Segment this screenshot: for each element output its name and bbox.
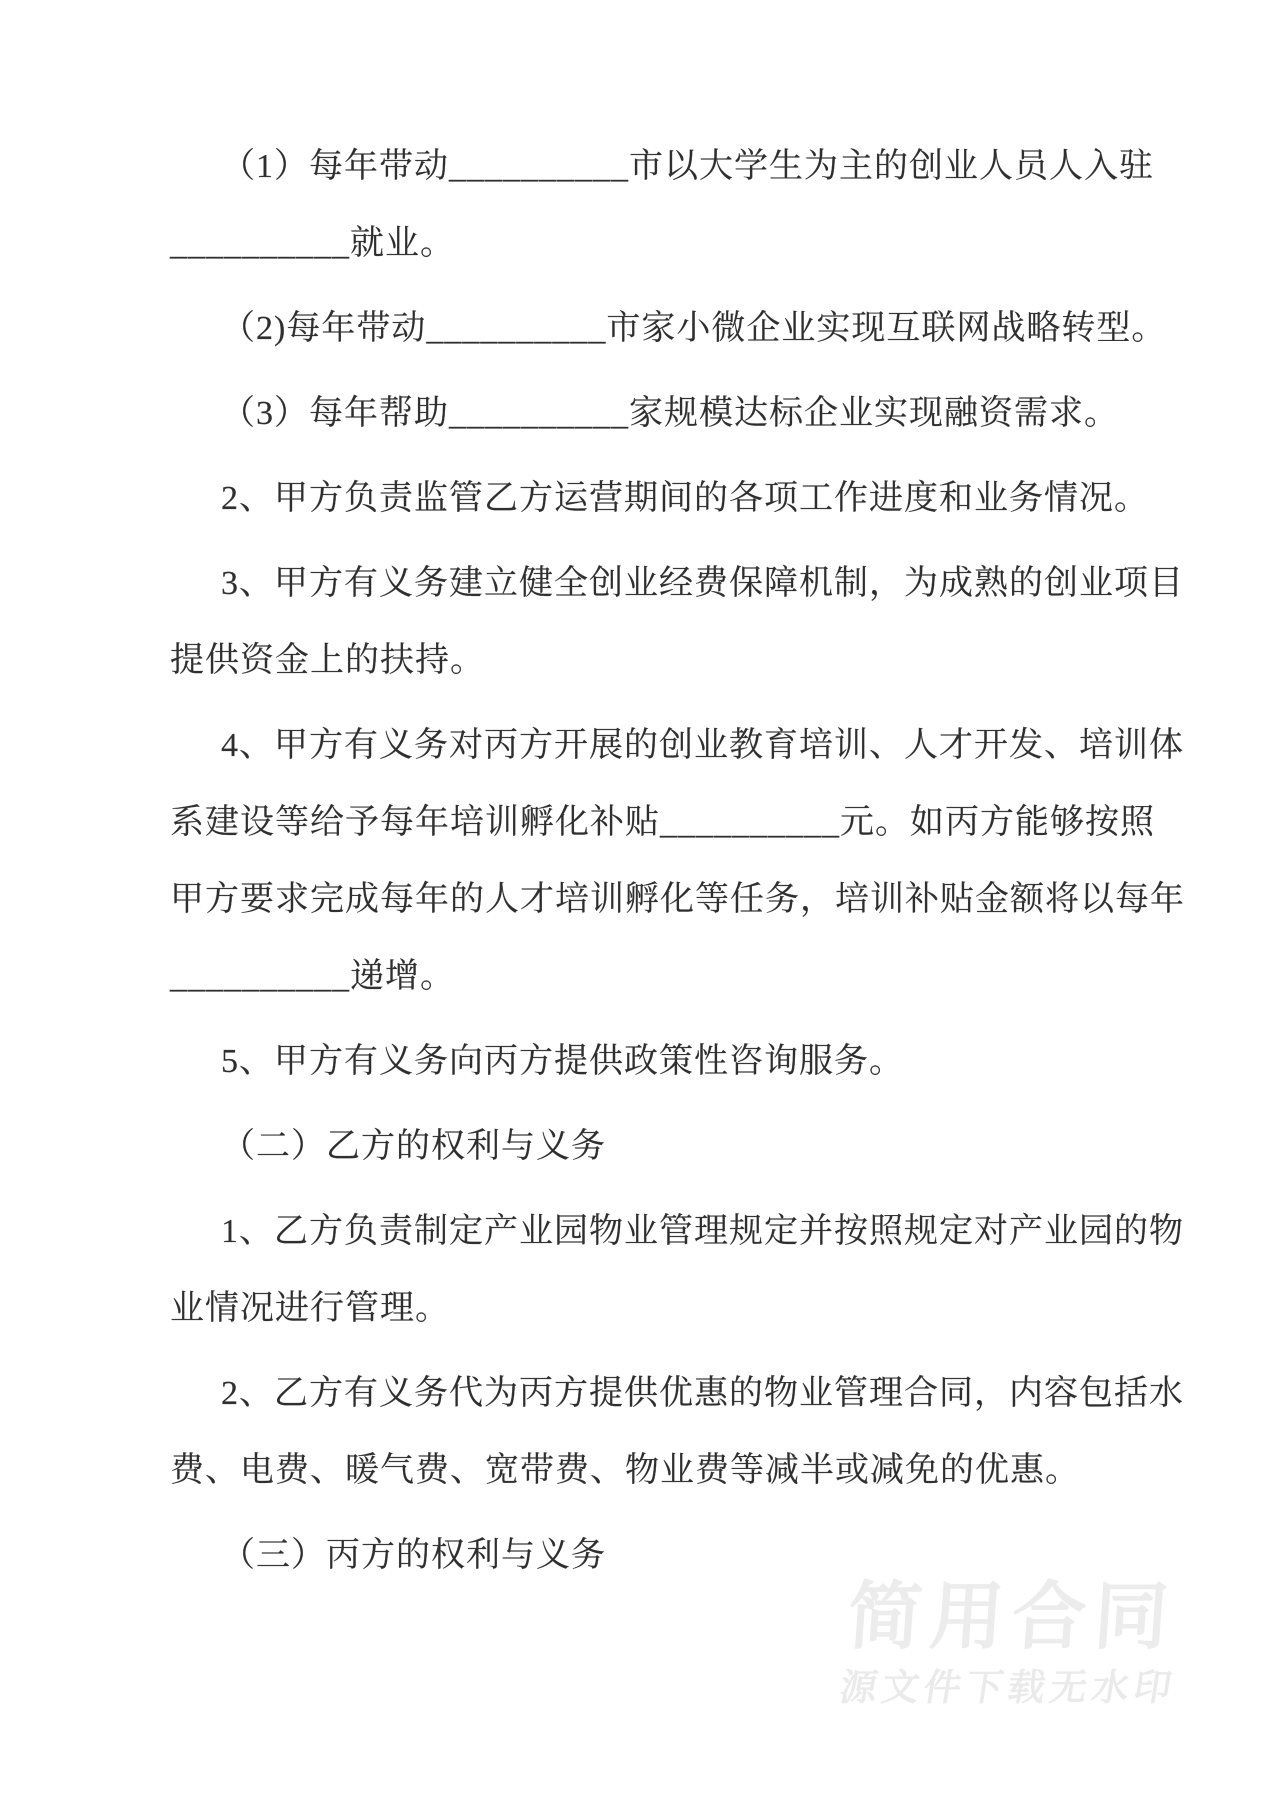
contract-line: 业情况进行管理。 bbox=[170, 1290, 450, 1327]
contract-line: 4、甲方有义务对丙方开展的创业教育培训、人才开发、培训体 bbox=[221, 727, 1184, 764]
clause-a1-subitem-2 bbox=[170, 290, 1167, 367]
section-c-heading bbox=[170, 1517, 1120, 1594]
section-b-heading bbox=[170, 1108, 1120, 1185]
clause-b1 bbox=[170, 1193, 1184, 1347]
contract-line: __________就业。 bbox=[170, 225, 455, 262]
clause-a3 bbox=[170, 545, 1184, 699]
contract-line: __________递增。 bbox=[170, 958, 455, 995]
contract-page-body bbox=[170, 128, 1185, 1602]
contract-line: 2、甲方负责监管乙方运营期间的各项工作进度和业务情况。 bbox=[221, 480, 1149, 517]
watermark-subtitle-text: 源文件下载无水印 bbox=[836, 1667, 1180, 1708]
clause-a2 bbox=[170, 460, 1149, 537]
section-heading-line: （三）丙方的权利与义务 bbox=[221, 1537, 606, 1574]
watermark-logo-text: 简用合同 bbox=[845, 1575, 1179, 1658]
contract-line: （3）每年帮助__________家规模达标企业实现融资需求。 bbox=[221, 395, 1119, 432]
contract-line: （1）每年带动__________市以大学生为主的创业人员人入驻 bbox=[221, 148, 1154, 185]
contract-line: 费、电费、暖气费、宽带费、物业费等减半或减免的优惠。 bbox=[170, 1452, 1080, 1489]
contract-line: 1、乙方负责制定产业园物业管理规定并按照规定对产业园的物 bbox=[221, 1213, 1184, 1250]
clause-a4 bbox=[170, 707, 1185, 1015]
contract-line: 5、甲方有义务向丙方提供政策性咨询服务。 bbox=[221, 1043, 904, 1080]
clause-a5 bbox=[170, 1023, 1120, 1100]
clause-b2 bbox=[170, 1355, 1184, 1509]
contract-line: 提供资金上的扶持。 bbox=[170, 642, 485, 679]
contract-line: 3、甲方有义务建立健全创业经费保障机制，为成熟的创业项目 bbox=[221, 565, 1184, 602]
clause-a1-subitem-3 bbox=[170, 375, 1120, 452]
contract-line: （2)每年带动__________市家小微企业实现互联网战略转型。 bbox=[221, 310, 1167, 347]
contract-line: 2、乙方有义务代为丙方提供优惠的物业管理合同，内容包括水 bbox=[221, 1375, 1184, 1412]
contract-line: 系建设等给予每年培训孵化补贴__________元。如丙方能够按照 bbox=[170, 804, 1155, 841]
clause-a1-subitem-1 bbox=[170, 128, 1154, 282]
contract-line: 甲方要求完成每年的人才培训孵化等任务，培训补贴金额将以每年 bbox=[170, 881, 1185, 918]
section-heading-line: （二）乙方的权利与义务 bbox=[221, 1128, 606, 1165]
